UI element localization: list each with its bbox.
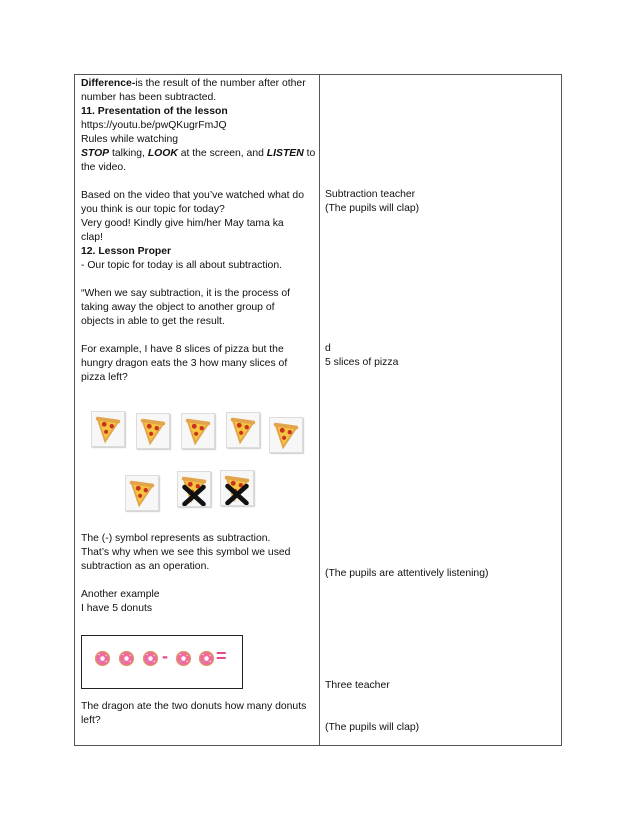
donut-icon xyxy=(94,650,111,667)
difference-definition-cont: number has been subtracted. xyxy=(81,92,217,103)
pizza-example-end: pizza left? xyxy=(81,372,128,383)
topic-line: - Our topic for today is all about subtraction. xyxy=(81,260,282,271)
donut-icon xyxy=(198,650,215,667)
answer-pizza: 5 slices of pizza xyxy=(325,357,399,368)
symbol-explanation: The (-) symbol represents as subtraction. That’s why when we see this symbol we used subtraction as an operation. Another example I have 5 donuts xyxy=(81,532,313,616)
praise-text: Very good! Kindly give him/her May tama ka xyxy=(81,218,284,229)
pizza-slice-icon xyxy=(125,475,159,511)
pizza-example: For example, I have 8 slices of pizza but the xyxy=(81,344,284,355)
answer-topic: Subtraction teacher xyxy=(325,189,416,200)
pupils-clap-2: (The pupils will clap) xyxy=(325,722,420,733)
pupils-clap: (The pupils will clap) xyxy=(325,203,420,214)
donut-equation-box xyxy=(81,635,243,689)
heading-lesson-proper: 12. Lesson Proper xyxy=(81,246,172,257)
pupils-listening: (The pupils are attentively listening) xyxy=(325,568,489,579)
dragon-question: The dragon ate the two donuts how many donuts left? xyxy=(81,701,307,726)
rules-line-cont: the video. xyxy=(81,162,127,173)
minus-sign: - xyxy=(162,646,168,666)
another-example: Another example xyxy=(81,589,160,600)
pizza-example-cont: hungry dragon eats the 3 how many slices of xyxy=(81,358,288,369)
rules-line: STOP talking, LOOK at the screen, and LISTEN to xyxy=(81,148,316,159)
donut-count-text: I have 5 donuts xyxy=(81,603,153,614)
donut-icon xyxy=(118,650,135,667)
donut-icon xyxy=(142,650,159,667)
definition-text-end: objects in able to get the result. xyxy=(81,316,225,327)
stray-letter: d xyxy=(325,343,331,354)
crossed-pizza-icon xyxy=(177,471,211,507)
definition-text: “When we say subtraction, it is the process of xyxy=(81,288,291,299)
question-text: Based on the video that you’ve watched what do xyxy=(81,190,304,201)
answer-donuts: Three teacher xyxy=(325,680,390,691)
praise-text-cont: clap! xyxy=(81,232,103,243)
pizza-slice-icon xyxy=(226,412,260,448)
column-divider xyxy=(319,75,320,745)
rules-title: Rules while watching xyxy=(81,134,179,145)
equals-sign: = xyxy=(216,646,227,666)
pizza-slice-icon xyxy=(269,417,303,453)
crossed-pizza-icon xyxy=(220,470,254,506)
video-link[interactable]: https://youtu.be/pwQKugrFmJQ xyxy=(81,120,227,131)
pizza-slice-icon xyxy=(136,413,170,449)
definition-text-cont: taking away the object to another group of xyxy=(81,302,275,313)
heading-presentation: 11. Presentation of the lesson xyxy=(81,106,228,117)
difference-definition: Difference-is the result of the number after other xyxy=(81,78,306,89)
question-text-cont: you think is our topic for today? xyxy=(81,204,225,215)
teacher-activity-column xyxy=(81,77,316,385)
pizza-slice-icon xyxy=(91,411,125,447)
donut-icon xyxy=(175,650,192,667)
pizza-slice-icon xyxy=(181,413,215,449)
lesson-table xyxy=(74,74,562,746)
